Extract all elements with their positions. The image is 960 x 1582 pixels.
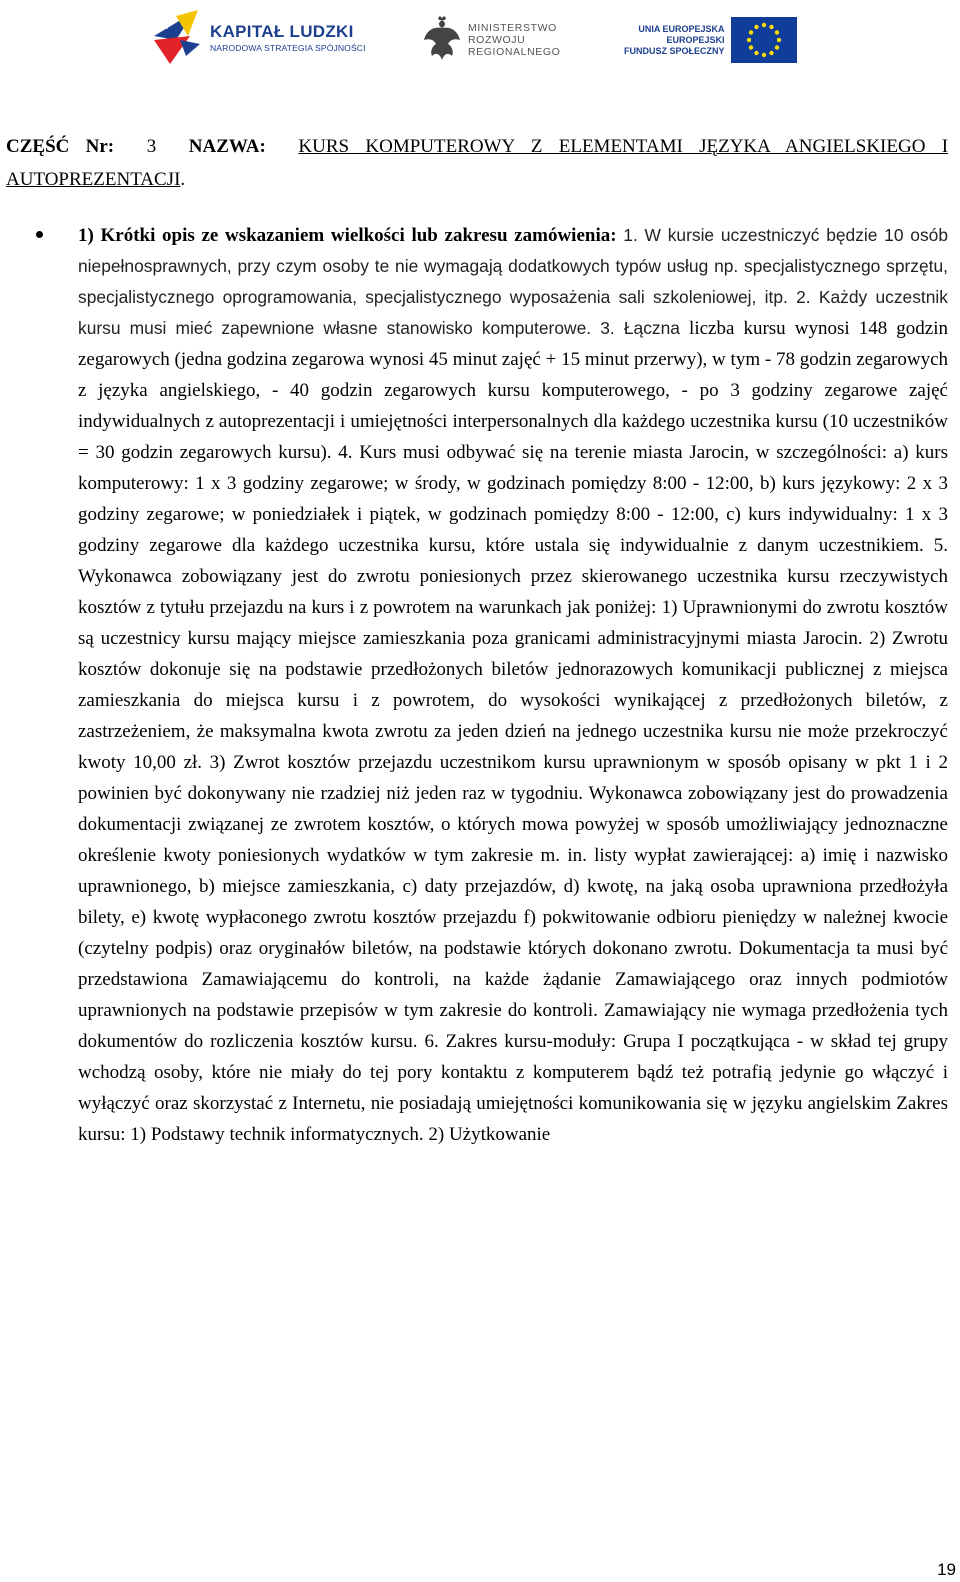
kapital-ludzki-name: KAPITAŁ LUDZKI	[210, 21, 354, 41]
part-name: KURS KOMPUTEROWY Z ELEMENTAMI JĘZYKA ANGIELSKIEGO I AUTOPREZENTACJI	[6, 136, 949, 190]
part-heading	[6, 130, 948, 196]
ue-line3: FUNDUSZ SPOŁECZNY	[624, 45, 725, 56]
document-body	[6, 130, 948, 1150]
eu-flag-icon	[731, 17, 797, 63]
kapital-ludzki-logo	[150, 6, 366, 68]
part-label: CZĘŚĆ Nr:	[6, 136, 115, 157]
ue-line1: UNIA EUROPEJSKA	[638, 23, 725, 34]
kapital-ludzki-emblem-icon	[150, 6, 202, 68]
description-paragraph	[78, 220, 948, 1150]
bullet-dot-icon	[36, 231, 43, 238]
page-number: 19	[937, 1560, 956, 1579]
bullet-item	[6, 220, 948, 1150]
ue-line2: EUROPEJSKI	[666, 34, 725, 45]
part-name-end: .	[180, 169, 186, 190]
ministerstwo-line3: REGIONALNEGO	[468, 46, 561, 58]
ministerstwo-line2: ROZWOJU	[468, 34, 526, 46]
kapital-ludzki-tagline: NARODOWA STRATEGIA SPÓJNOŚCI	[210, 42, 366, 53]
description-sans-text: 1. W kursie uczestniczyć będzie 10 osób niepełnosprawnych, przy czym osoby te nie wymagają dodatkowych typów usług np. specjalistycznego sprzętu, specjalistycznego oprogramowania, specjalistycznego wyposażenia sali szkoleniowej, itp. 2. Każdy uczestnik kursu musi mieć zapewnione własne stanowisko komputerowe. 3. Łączna	[78, 225, 948, 338]
unia-europejska-logo	[624, 16, 797, 64]
name-label: NAZWA:	[188, 136, 266, 157]
ministerstwo-logo	[422, 16, 560, 64]
header-logo-bar	[0, 0, 960, 80]
eagle-emblem-icon	[422, 16, 462, 64]
description-serif-text: liczba kursu wynosi 148 godzin zegarowych (jedna godzina zegarowa wynosi 45 minut zajęć + 15 minut przerwy), w tym - 78 godzin zegarowych z języka angielskiego, - 40 godzin zegarowych kursu komputerowego, - po 3 godziny zegarowe zajęć indywidualnych z autoprezentacji i umiejętności interpersonalnych dla każdego uczestnika kursu (10 uczestników = 30 godzin zegarowych kursu). 4. Kurs musi odbywać się na terenie miasta Jarocin, w szczególności: a) kurs komputerowy: 1 x 3 godziny zegarowe; w środy, w godzinach pomiędzy 8:00 - 12:00, b) kurs językowy: 2 x 3 godziny zegarowe; w poniedziałek i piątek, w godzinach pomiędzy 8:00 - 12:00, c) kurs indywidualny: 1 x 3 godziny zegarowe dla każdego uczestnika kursu, które ustala się indywidualnie z danym uczestnikiem. 5. Wykonawca zobowiązany jest do zwrotu poniesionych przez skierowanego uczestnika kursu rzeczywistych kosztów z tytułu przejazdu na kurs i z powrotem na warunkach jak poniżej: 1) Uprawnionymi do zwrotu kosztów są uczestnicy kursu mający miejsce zamieszkania poza granicami administracyjnymi miasta Jarocin. 2) Zwrotu kosztów dokonuje się na podstawie przedłożonych biletów jednorazowych komunikacji publicznej z miejsca zamieszkania do miejsca kursu i z powrotem, do wysokości wynikającej z przedłożonych biletów, z zastrzeżeniem, że maksymalna kwota zwrotu za jeden dzień na jednego uczestnika kursu nie może przekroczyć kwoty 10,00 zł. 3) Zwrot kosztów przejazdu uczestnikom kursu uprawnionym w sposób opisany w pkt 1 i 2 powinien być dokonywany nie rzadziej niż jeden raz w tygodniu. Wykonawca zobowiązany jest do prowadzenia dokumentacji związanej ze zwrotem kosztów, o których mowa powyżej w sposób umożliwiający jednoznaczne określenie kwoty poniesionych wydatków w tym zakresie m. in. listy wypłat zawierającej: a) imię i nazwisko uprawnionego, b) miejsce zamieszkania, c) daty przejazdów, d) kwotę, na jaką osoba uprawniona przedłożyła bilety, e) kwotę wypłaconego zwrotu kosztów przejazdu f) pokwitowanie odbioru pieniędzy w należnej kwocie (czytelny podpis) oraz oryginałów biletów, na podstawie których dokonano zwrotu. Dokumentacja ta musi być przedstawiona Zamawiającemu do kontroli, na każde żądanie Zamawiającego oraz innych podmiotów uprawnionych na podstawie przepisów w tym zakresie do kontroli. Zamawiający nie wymaga przedłożenia tych dokumentów do rozliczenia kosztów kursu. 6. Zakres kursu-moduły: Grupa I początkująca - w skład tej grupy wchodzą osoby, które nie miały do tej pory kontaktu z komputerem bądź też potrafią jedynie go włączyć i wyłączyć oraz skorzystać z Internetu, nie posiadają umiejętności komunikowania się w języku angielskim Zakres kursu: 1) Podstawy technik informatycznych. 2) Użytkowanie	[78, 318, 949, 1145]
part-number: 3	[146, 136, 157, 157]
description-lead: 1) Krótki opis ze wskazaniem wielkości lub zakresu zamówienia:	[78, 225, 617, 246]
ministerstwo-line1: MINISTERSTWO	[468, 22, 557, 34]
